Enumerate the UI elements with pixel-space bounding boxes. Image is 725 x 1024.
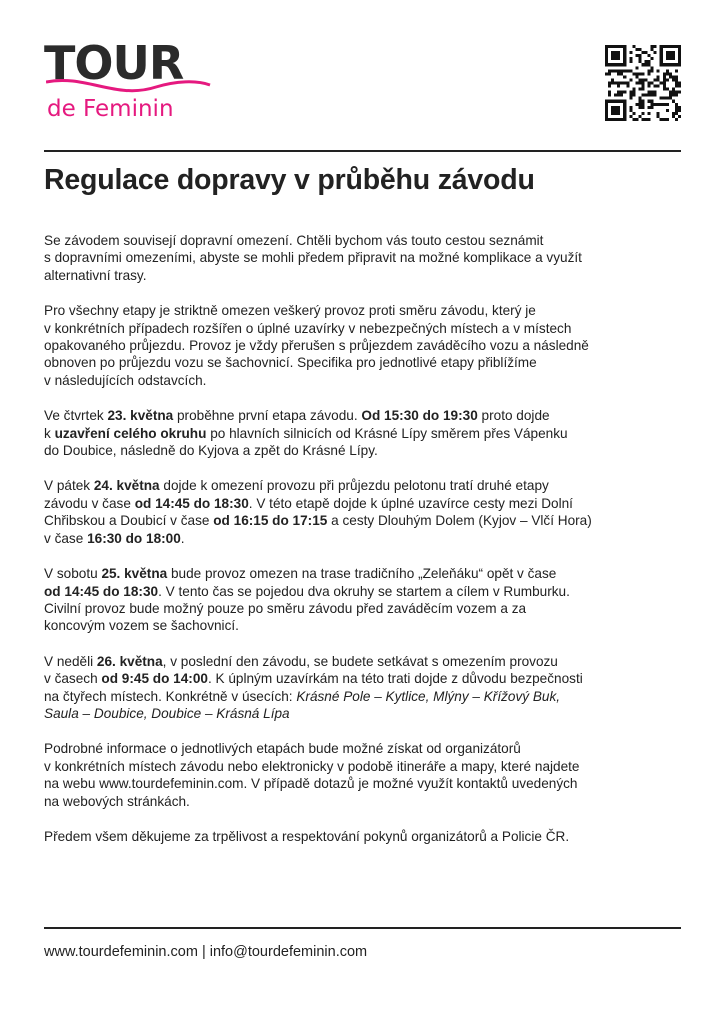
paragraph-text: Chřibskou a Doubicí v čase — [44, 513, 214, 529]
paragraph-text: Předem všem děkujeme za trpělivost a respektování pokynů organizátorů a Policie ČR. — [44, 828, 570, 844]
italic-text: Saula – Doubice, Doubice – Krásná Lípa — [44, 705, 290, 721]
logo-swoosh-icon — [46, 76, 211, 96]
bold-text: od 16:15 do 17:15 — [213, 513, 328, 529]
paragraph-text: proběhne první etapa závodu. — [173, 408, 362, 424]
paragraph-text: . — [180, 530, 185, 546]
paragraph-text: po hlavních silnicích od Krásné Lípy směrem přes Vápenku — [206, 425, 568, 441]
paragraph-text: k — [44, 425, 55, 441]
bold-text: 26. května — [96, 653, 163, 669]
paragraph-text: Se závodem souvisejí dopravní omezení. Chtěli bychom vás touto cestou seznámit — [44, 233, 544, 248]
paragraph-text: závodu v čase — [44, 495, 135, 511]
paragraph — [44, 828, 684, 845]
paragraph-text: bude provoz omezen na trase tradičního „Zeleňáku“ opět v čase — [167, 566, 557, 582]
bold-text: 23. května — [107, 408, 174, 424]
paragraph-text: a cesty Dlouhým Dolem (Kyjov – Vlčí Hora) — [327, 513, 592, 529]
paragraph-text: na webových stránkách. — [44, 793, 190, 809]
bottom-divider — [44, 927, 681, 929]
paragraph — [44, 232, 684, 284]
paragraph-text: Civilní provoz bude možný pouze po směru závodu před zaváděcím vozem a za — [44, 600, 527, 616]
paragraph-text: . V této etapě dojde k úplné uzavírce cesty mezi Dolní — [248, 495, 573, 511]
paragraph — [44, 740, 684, 810]
bold-text: 24. května — [93, 478, 160, 494]
paragraph-text: do Doubice, následně do Kyjova a zpět do Krásné Lípy. — [44, 443, 378, 459]
paragraph-text: . V tento čas se pojedou dva okruhy se startem a cílem v Rumburku. — [158, 583, 570, 599]
bold-text: uzavření celého okruhu — [54, 425, 207, 441]
bold-text: 16:30 do 18:00 — [87, 530, 181, 546]
paragraph-text: opakovaného průjezdu. Provoz je vždy přerušen s průjezdem zaváděcího vozu a následně — [44, 338, 589, 354]
paragraph-text: s dopravními omezeními, abyste se mohli předem připravit na možné komplikace a využít — [44, 250, 582, 266]
paragraph-text: V pátek — [44, 478, 94, 494]
paragraph-text: Podrobné informace o jednotlivých etapách bude možné získat od organizátorů — [44, 741, 521, 757]
paragraph — [44, 565, 684, 635]
paragraph — [44, 407, 684, 459]
paragraph-text: na webu www.tourdefeminin.com. V případě dotazů je možné využít kontaktů uvedených — [44, 776, 578, 792]
paragraph — [44, 302, 684, 389]
paragraph-text: Pro všechny etapy je striktně omezen veškerý provoz proti směru závodu, který je — [44, 303, 536, 319]
paragraph — [44, 477, 684, 547]
qr-code-icon — [605, 45, 681, 121]
body-text — [44, 232, 684, 863]
paragraph-text: . K úplným uzavírkám na této trati dojde z důvodu bezpečnosti — [207, 671, 583, 687]
page-title: Regulace dopravy v průběhu závodu — [44, 164, 535, 196]
top-divider — [44, 150, 681, 152]
logo-subtitle: de Feminin — [47, 96, 174, 122]
italic-text: Krásné Pole – Kytlice, Mlýny – Křížový Buk, — [296, 688, 561, 704]
bold-text: Od 15:30 do 19:30 — [361, 408, 478, 424]
logo — [44, 36, 219, 130]
paragraph-text: Ve čtvrtek — [44, 408, 108, 424]
paragraph-text: koncovým vozem se šachovnicí. — [44, 618, 239, 634]
bold-text: od 14:45 do 18:30 — [44, 583, 159, 599]
bold-text: od 9:45 do 14:00 — [101, 671, 208, 687]
paragraph-text: v následujících odstavcích. — [44, 372, 207, 388]
paragraph-text: alternativní trasy. — [44, 267, 147, 283]
paragraph-text: v časech — [44, 671, 102, 687]
paragraph-text: v konkrétních případech rozšířen o úplné uzavírky v nebezpečných místech a v místech — [44, 320, 572, 336]
bold-text: od 14:45 do 18:30 — [134, 495, 249, 511]
footer-contact: www.tourdefeminin.com | info@tourdefeminin.com — [44, 944, 368, 960]
paragraph-text: proto dojde — [477, 408, 550, 424]
bold-text: 25. května — [101, 566, 168, 582]
paragraph-text: dojde k omezení provozu při průjezdu pelotonu tratí druhé etapy — [159, 478, 549, 494]
paragraph-text: V neděli — [44, 653, 97, 669]
paragraph — [44, 653, 684, 723]
paragraph-text: obnoven po průjezdu vozu se šachovnicí. Specifika pro jednotlivé etapy přiblížíme — [44, 355, 537, 371]
logo-wordmark: TOUR — [44, 36, 184, 90]
paragraph-text: na čtyřech místech. Konkrétně v úsecích: — [44, 688, 297, 704]
paragraph-text: v konkrétních místech závodu nebo elektronicky v podobě itineráře a mapy, které najdete — [44, 758, 580, 774]
paragraph-text: v čase — [44, 530, 88, 546]
paragraph-text: V sobotu — [44, 566, 102, 582]
paragraph-text: , v poslední den závodu, se budete setkávat s omezením provozu — [162, 653, 558, 669]
